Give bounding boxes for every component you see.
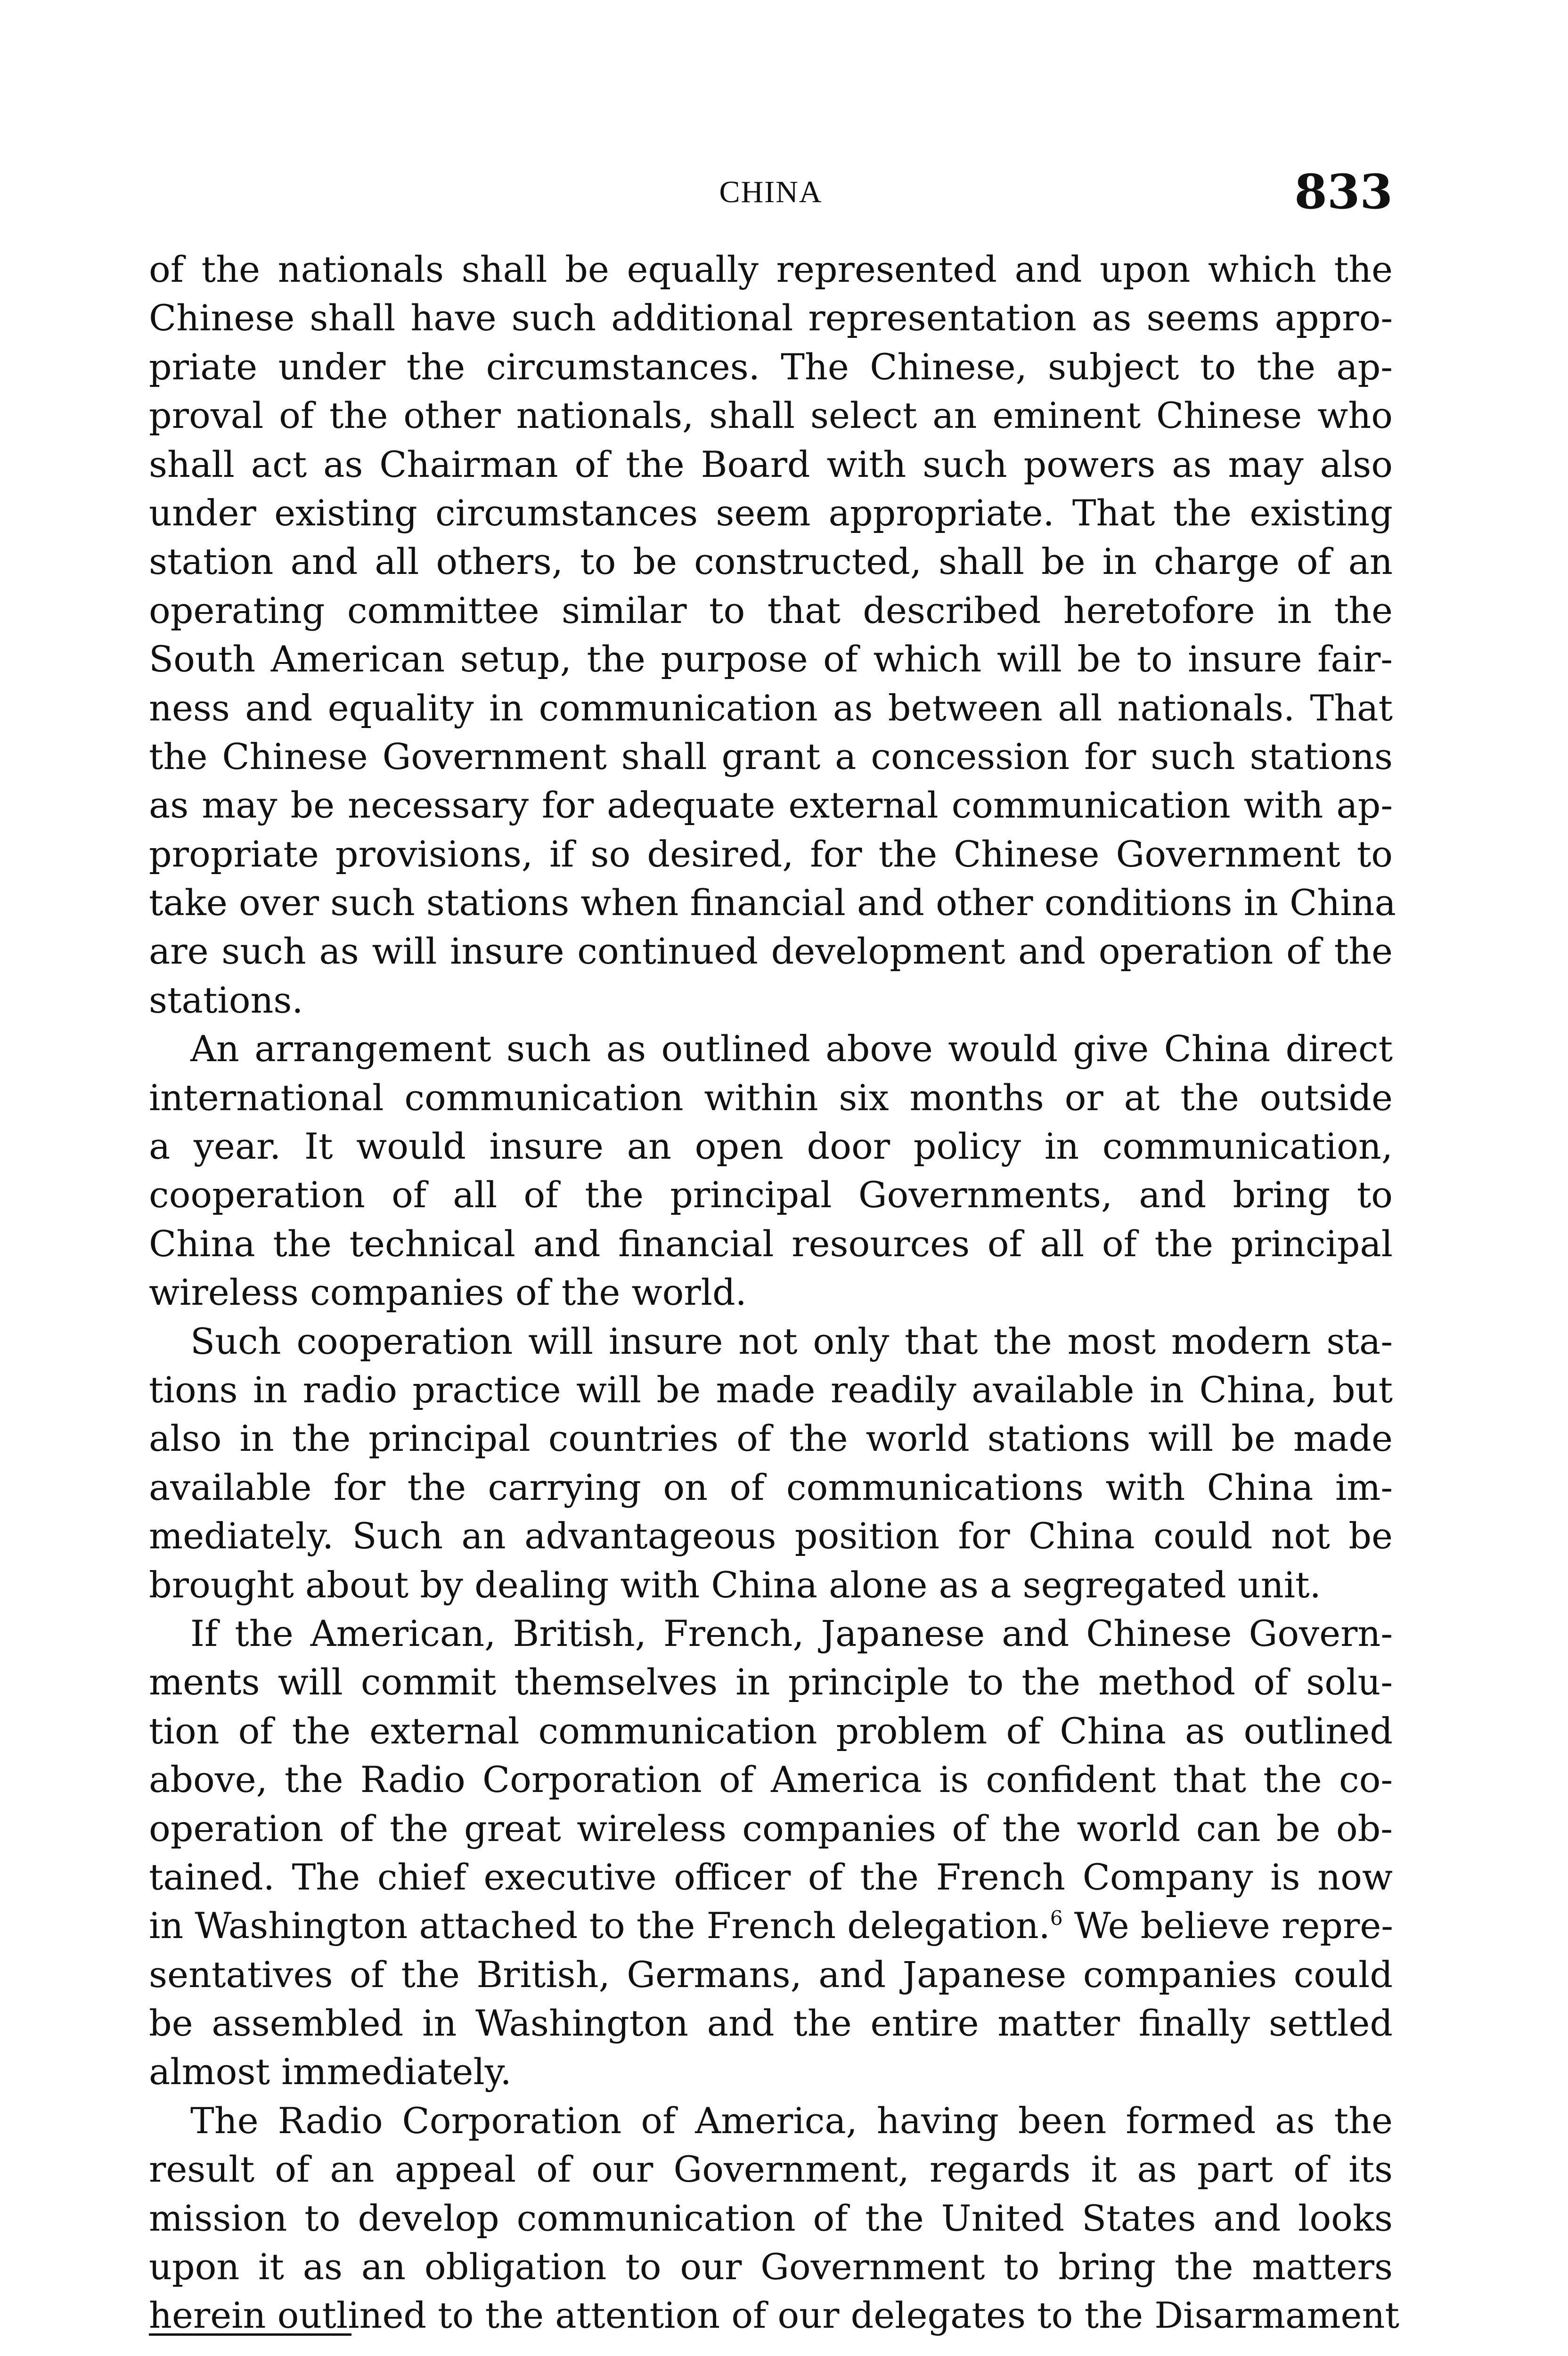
- text-line: upon it as an obligation to our Government to bring the matters: [149, 2246, 1393, 2288]
- text-line: tions in radio practice will be made readily available in China, but: [149, 1368, 1393, 1411]
- page-number: 833: [1294, 164, 1393, 220]
- text-line: tained. The chief executive officer of the French Company is now: [149, 1856, 1393, 1898]
- text-line: An arrangement such as outlined above would give China direct: [190, 1028, 1393, 1070]
- text-line: also in the principal countries of the world stations will be made: [149, 1417, 1393, 1460]
- text-line: propriate provisions, if so desired, for the Chinese Government to: [149, 833, 1393, 875]
- text-line: as may be necessary for adequate external communication with ap-: [149, 784, 1393, 826]
- text-line-with-footnote-ref: [149, 1901, 1393, 1950]
- text-line: international communication within six months or at the outside: [149, 1076, 1393, 1119]
- text-line: are such as will insure continued development and operation of the: [149, 930, 1393, 973]
- text-line: operation of the great wireless companies of the world can be ob-: [149, 1807, 1393, 1849]
- running-head: [149, 155, 1393, 220]
- footnote-divider: [149, 2333, 351, 2336]
- text-line: cooperation of all of the principal Governments, and bring to: [149, 1174, 1393, 1216]
- text-line: be assembled in Washington and the entire matter finally settled: [149, 2002, 1393, 2045]
- running-title: CHINA: [719, 175, 823, 209]
- text-line: herein outlined to the attention of our delegates to the Disarmament: [149, 2294, 1399, 2337]
- text-segment: We believe repre-: [1062, 1905, 1393, 1947]
- text-line: wireless companies of the world.: [149, 1271, 747, 1314]
- text-line: tion of the external communication problem of China as outlined: [149, 1710, 1393, 1752]
- body-text: [149, 245, 1399, 2340]
- text-line: result of an appeal of our Government, regards it as part of its: [149, 2148, 1393, 2191]
- text-line: of the nationals shall be equally represented and upon which the: [149, 248, 1393, 290]
- text-line: mission to develop communication of the United States and looks: [149, 2197, 1393, 2239]
- text-line: ness and equality in communication as between all nationals. That: [149, 687, 1393, 729]
- text-line: proval of the other nationals, shall select an eminent Chinese who: [149, 394, 1393, 437]
- text-line: sentatives of the British, Germans, and Japanese companies could: [149, 1953, 1393, 1996]
- text-segment: in Washington attached to the French delegation.: [149, 1905, 1050, 1947]
- text-line: available for the carrying on of communications with China im-: [149, 1466, 1393, 1508]
- text-line: ments will commit themselves in principle to the method of solu-: [149, 1661, 1393, 1703]
- text-line: take over such stations when financial and other conditions in China: [149, 882, 1396, 924]
- text-line: almost immediately.: [149, 2051, 512, 2093]
- text-line: priate under the circumstances. The Chinese, subject to the ap-: [149, 345, 1393, 388]
- text-line: The Radio Corporation of America, having been formed as the: [190, 2099, 1393, 2142]
- text-line: a year. It would insure an open door policy in communication,: [149, 1125, 1393, 1168]
- text-line: mediately. Such an advantageous position for China could not be: [149, 1515, 1393, 1557]
- text-line: operating committee similar to that described heretofore in the: [149, 589, 1393, 631]
- text-line: under existing circumstances seem appropriate. That the existing: [149, 491, 1393, 534]
- text-line: stations.: [149, 979, 303, 1021]
- text-line: brought about by dealing with China alone as a segregated unit.: [149, 1563, 1321, 1606]
- text-line: China the technical and financial resources of all of the principal: [149, 1222, 1393, 1265]
- text-line: Chinese shall have such additional representation as seems appro-: [149, 297, 1393, 339]
- text-line: Such cooperation will insure not only that the most modern sta-: [190, 1320, 1393, 1362]
- footnote-reference[interactable]: 6: [1050, 1906, 1063, 1930]
- text-line: above, the Radio Corporation of America is confident that the co-: [149, 1759, 1393, 1801]
- text-line: station and all others, to be constructed, shall be in charge of an: [149, 540, 1393, 583]
- text-line: shall act as Chairman of the Board with such powers as may also: [149, 443, 1393, 485]
- text-line: If the American, British, French, Japanese and Chinese Govern-: [190, 1612, 1393, 1654]
- text-line: the Chinese Government shall grant a concession for such stations: [149, 735, 1393, 777]
- text-line: South American setup, the purpose of which will be to insure fair-: [149, 638, 1393, 680]
